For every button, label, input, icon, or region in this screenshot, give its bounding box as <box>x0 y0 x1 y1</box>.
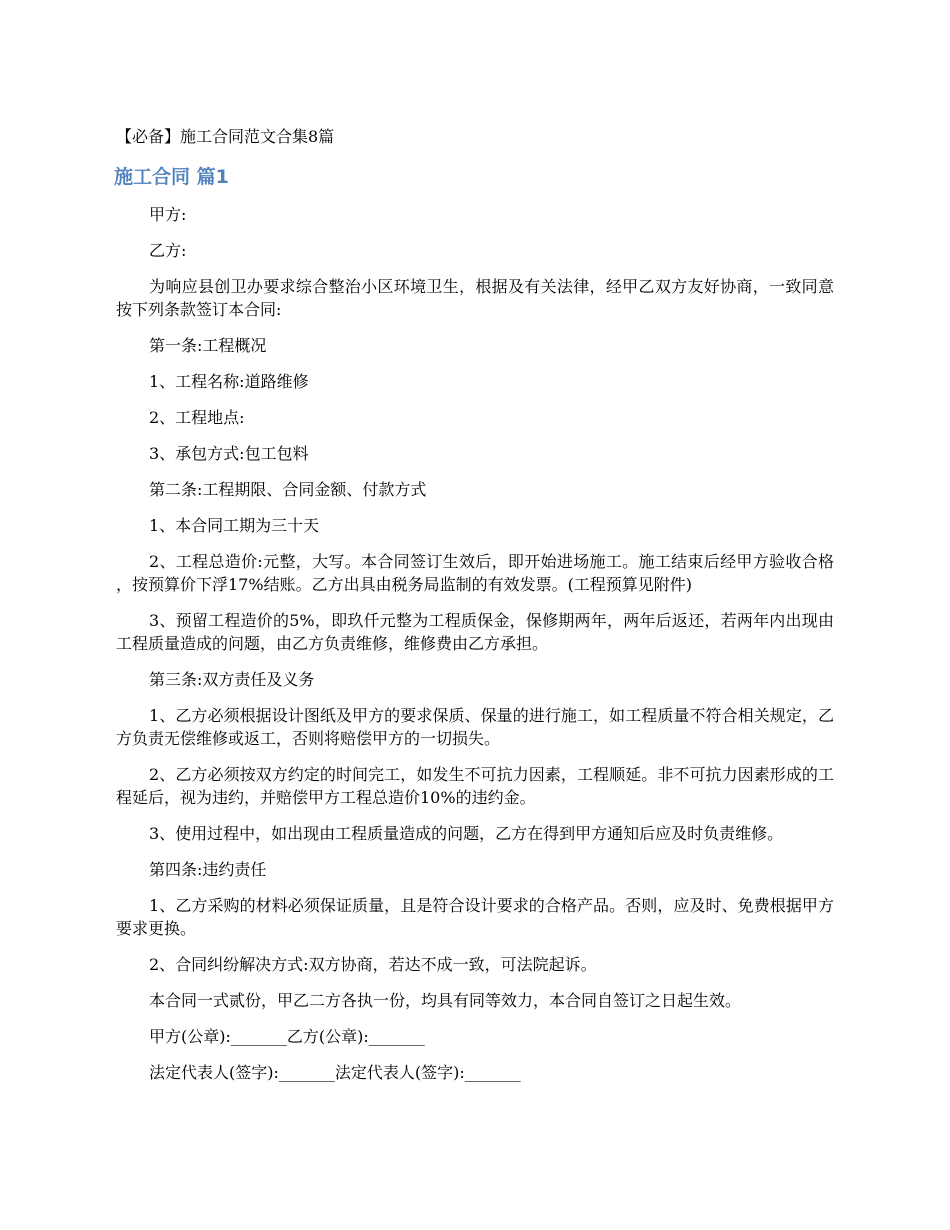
article-3-item-3: 3、使用过程中，如出现由工程质量造成的问题，乙方在得到甲方通知后应及时负责维修。 <box>149 824 784 843</box>
representative-signature-line: 法定代表人(签字):_______法定代表人(签字):_______ <box>149 1063 521 1082</box>
contract-validity-paragraph: 本合同一式贰份，甲乙二方各执一份，均具有同等效力，本合同自签订之日起生效。 <box>149 991 742 1010</box>
document-title: 【必备】施工合同范文合集8篇 <box>116 127 335 146</box>
preamble-paragraph: 为响应县创卫办要求综合整治小区环境卫生，根据及有关法律，经甲乙双方友好协商，一致同意按下列条款签订本合同: <box>116 277 834 319</box>
article-1-item-1: 1、工程名称:道路维修 <box>149 372 309 391</box>
party-b-line: 乙方: <box>149 241 187 260</box>
article-2-item-2: 2、工程总造价:元整，大写。本合同签订生效后，即开始进场施工。施工结束后经甲方验收合格，按预算价下浮17%结账。乙方出具由税务局监制的有效发票。(工程预算见附件) <box>116 552 834 594</box>
party-seal-line: 甲方(公章):_______乙方(公章):_______ <box>149 1027 425 1046</box>
party-a-line: 甲方: <box>149 205 187 224</box>
article-1-heading: 第一条:工程概况 <box>149 336 267 355</box>
article-1-item-3: 3、承包方式:包工包料 <box>149 444 309 463</box>
article-1-item-2: 2、工程地点: <box>149 408 245 427</box>
section-heading: 施工合同 篇1 <box>114 166 229 188</box>
article-3-item-2: 2、乙方必须按双方约定的时间完工，如发生不可抗力因素，工程顺延。非不可抗力因素形成的工程延后，视为违约，并赔偿甲方工程总造价10%的违约金。 <box>116 765 834 807</box>
article-3-item-1: 1、乙方必须根据设计图纸及甲方的要求保质、保量的进行施工，如工程质量不符合相关规定，乙方负责无偿维修或返工，否则将赔偿甲方的一切损失。 <box>116 706 834 748</box>
article-4-item-2: 2、合同纠纷解决方式:双方协商，若达不成一致，可法院起诉。 <box>149 955 597 974</box>
document-body <box>116 203 834 1097</box>
article-2-item-1: 1、本合同工期为三十天 <box>149 516 320 535</box>
article-3-heading: 第三条:双方责任及义务 <box>149 670 315 689</box>
article-2-item-3: 3、预留工程造价的5%，即玖仟元整为工程质保金，保修期两年，两年后返还，若两年内出现由工程质量造成的问题，由乙方负责维修，维修费由乙方承担。 <box>116 611 834 653</box>
article-2-heading: 第二条:工程期限、合同金额、付款方式 <box>149 480 427 499</box>
article-4-heading: 第四条:违约责任 <box>149 860 267 879</box>
article-4-item-1: 1、乙方采购的材料必须保证质量，且是符合设计要求的合格产品。否则，应及时、免费根据甲方要求更换。 <box>116 896 834 938</box>
